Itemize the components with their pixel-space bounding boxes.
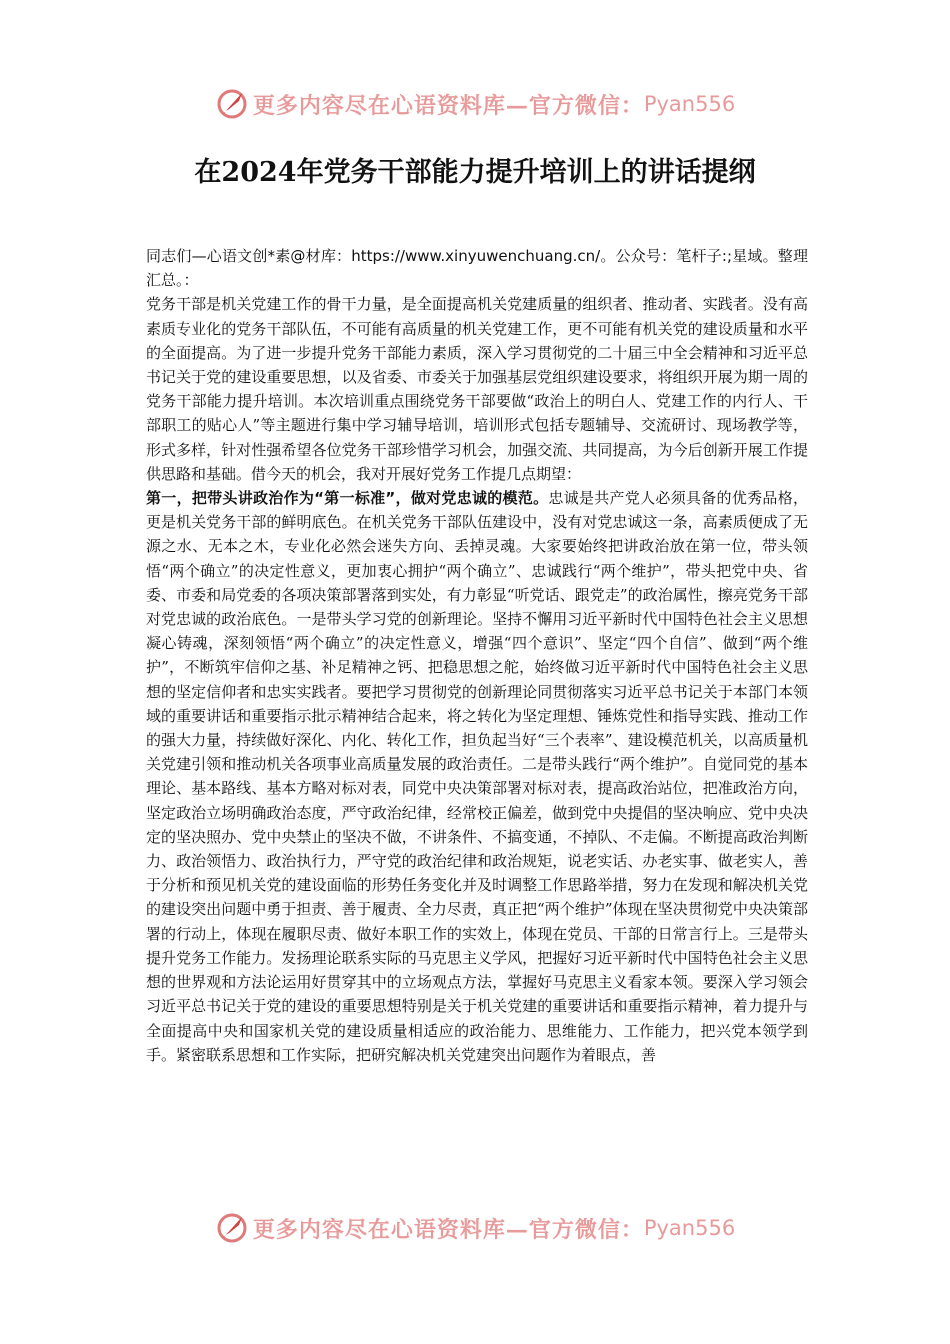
- section-1-body: 忠诚是共产党人必须具备的优秀品格，更是机关党务干部的鲜明底色。在机关党务干部队伍建设中，没有对党忠诚这一条，高素质便成了无源之水、无本之木，专业化必然会迷失方向、丢掉灵魂。大家要始终把讲政治放在第一位，带头领悟“两个确立”的决定性意义，更加衷心拥护“两个确立”、忠诚践行“两个维护”，带头把党中央、省委、市委和局党委的各项决策部署落到实处，有力彰显“听党话、跟党走”的政治属性，擦亮党务干部对党忠诚的政治底色。一是带头学习党的创新理论。坚持不懈用习近平新时代中国特色社会主义思想凝心铸魂，深刻领悟“两个确立”的决定性意义，增强“四个意识”、坚定“四个自信”、做到“两个维护”，不断筑牢信仰之基、补足精神之钙、把稳思想之舵，始终做习近平新时代中国特色社会主义思想的坚定信仰者和忠实实践者。要把学习贯彻党的创新理论同贯彻落实习近平总书记关于本部门本领域的重要讲话和重要指示批示精神结合起来，将之转化为坚定理想、锤炼党性和指导实践、推动工作的强大力量，持续做好深化、内化、转化工作，担负起当好“三个表率”、建设模范机关，以高质量机关党建引领和推动机关各项事业高质量发展的政治责任。二是带头践行“两个维护”。自觉同党的基本理论、基本路线、基本方略对标对表，同党中央决策部署对标对表，提高政治站位，把准政治方向，坚定政治立场明确政治态度，严守政治纪律，经常校正偏差，做到党中央提倡的坚决响应、党中央决定的坚决照办、党中央禁止的坚决不做，不讲条件、不搞变通，不掉队、不走偏。不断提高政治判断力、政治领悟力、政治执行力，严守党的政治纪律和政治规矩，说老实话、办老实事、做老实人，善于分析和预见机关党的建设面临的形势任务变化并及时调整工作思路举措，努力在发现和解决机关党的建设突出问题中勇于担责、善于履责、全力尽责，真正把“两个维护”体现在坚决贯彻党中央决策部署的行动上，体现在履职尽责、做好本职工作的实效上，体现在党员、干部的日常言行上。三是带头提升党务工作能力。发扬理论联系实际的马克思主义学风，把握好习近平新时代中国特色社会主义思想的世界观和方法论运用好贯穿其中的立场观点方法，掌握好马克思主义看家本领。要深入学习领会习近平总书记关于党的建设的重要思想特别是关于机关党建的重要讲话和重要指示精神，着力提升与全面提高中央和国家机关党的建设质量相适应的政治能力、思维能力、工作能力，把兴党本领学到手。紧密联系思想和工作实际，把研究解决机关党建突出问题作为着眼点，善: [146, 489, 808, 1064]
- watermark-text: 更多内容尽在心语资料库—官方微信：: [252, 1216, 644, 1243]
- quill-logo-icon: [215, 1211, 249, 1245]
- intro-line: 同志们—心语文创*素@材库：https://www.xinyuwenchuang.cn/。公众号：笔杆子:;星域。整理汇总。：: [146, 247, 808, 290]
- document-title: 在2024年党务干部能力提升培训上的讲话提纲: [194, 157, 756, 188]
- watermark-banner-bottom: [0, 1208, 950, 1248]
- paragraph-1: 党务干部是机关党建工作的骨干力量，是全面提高机关党建质量的组织者、推动者、实践者。没有高素质专业化的党务干部队伍，不可能有高质量的机关党建工作，更不可能有机关党的建设质量和水平的全面提高。为了进一步提升党务干部能力素质，深入学习贯彻党的二十届三中全会精神和习近平总书记关于党的建设重要思想，以及省委、市委关于加强基层党组织建设要求，将组织开展为期一周的党务干部能力提升培训。本次培训重点围绕党务干部要做“政治上的明白人、党建工作的内行人、干部职工的贴心人”等主题进行集中学习辅导培训，培训形式包括专题辅导、交流研讨、现场教学等，形式多样，针对性强希望各位党务干部珍惜学习机会，加强交流、共同提高，为今后创新开展工作提供思路和基础。借今天的机会，我对开展好党务工作提几点期望：: [146, 295, 808, 483]
- section-1: [146, 486, 808, 1067]
- quill-logo-icon: [215, 87, 249, 121]
- watermark-banner-top: [0, 84, 950, 124]
- watermark-text: 更多内容尽在心语资料库—官方微信：: [252, 92, 644, 119]
- watermark-code: Pyan556: [643, 1216, 736, 1240]
- section-1-heading: 第一，把带头讲政治作为“第一标准”，做对党忠诚的模范。: [146, 489, 549, 508]
- watermark-code: Pyan556: [643, 92, 736, 116]
- document-body: [146, 244, 808, 1067]
